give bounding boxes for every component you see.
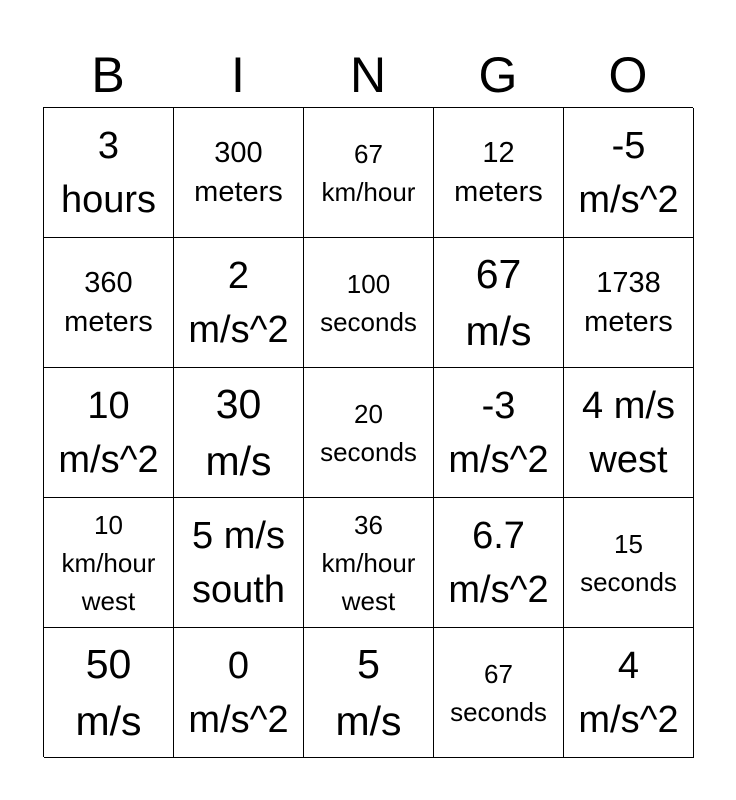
header-letter-b: B: [91, 47, 125, 103]
bingo-cell[interactable]: 100 seconds: [304, 238, 434, 368]
bingo-cell[interactable]: 3 hours: [44, 108, 174, 238]
bingo-cell[interactable]: 30 m/s: [174, 368, 304, 498]
bingo-cell[interactable]: -5 m/s^2: [564, 108, 694, 238]
header-letter-n: N: [349, 47, 387, 103]
bingo-cell[interactable]: 67 km/hour: [304, 108, 434, 238]
bingo-cell[interactable]: 67 seconds: [434, 628, 564, 758]
bingo-cell[interactable]: 0 m/s^2: [174, 628, 304, 758]
bingo-cell[interactable]: 10 m/s^2: [44, 368, 174, 498]
bingo-cell[interactable]: 20 seconds: [304, 368, 434, 498]
header-letter-i: I: [231, 47, 245, 103]
bingo-cell[interactable]: 4 m/s west: [564, 368, 694, 498]
bingo-board: [43, 107, 693, 757]
bingo-cell[interactable]: 5 m/s south: [174, 498, 304, 628]
bingo-cell[interactable]: 12 meters: [434, 108, 564, 238]
bingo-cell[interactable]: -3 m/s^2: [434, 368, 564, 498]
bingo-cell[interactable]: 15 seconds: [564, 498, 694, 628]
bingo-cell[interactable]: 5 m/s: [304, 628, 434, 758]
bingo-cell[interactable]: 1738 meters: [564, 238, 694, 368]
bingo-cell[interactable]: 6.7 m/s^2: [434, 498, 564, 628]
bingo-cell[interactable]: 2 m/s^2: [174, 238, 304, 368]
bingo-cell[interactable]: 300 meters: [174, 108, 304, 238]
bingo-cell[interactable]: 67 m/s: [434, 238, 564, 368]
bingo-cell[interactable]: 4 m/s^2: [564, 628, 694, 758]
bingo-cell[interactable]: 50 m/s: [44, 628, 174, 758]
header-letter-o: O: [608, 47, 648, 103]
bingo-header: [43, 44, 693, 106]
bingo-cell[interactable]: 36 km/hour west: [304, 498, 434, 628]
bingo-cell[interactable]: 360 meters: [44, 238, 174, 368]
header-letter-g: G: [478, 47, 518, 103]
bingo-cell[interactable]: 10 km/hour west: [44, 498, 174, 628]
